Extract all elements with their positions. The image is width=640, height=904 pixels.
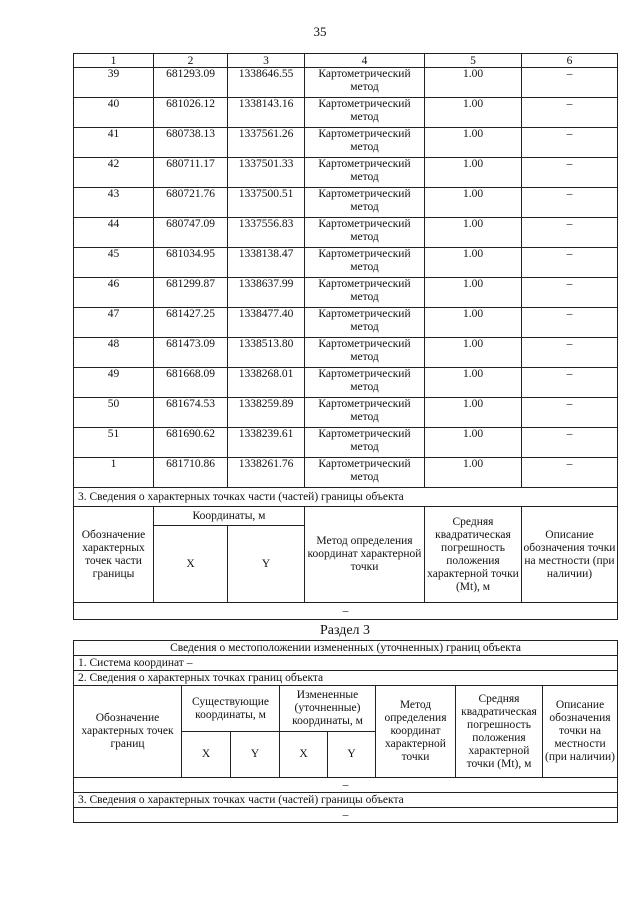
accuracy: 1.00 [425, 428, 522, 458]
coord-x: 680711.17 [154, 158, 228, 188]
method-line-1: Картометрический [318, 68, 411, 80]
method [305, 368, 425, 398]
coord-x: 681668.09 [154, 368, 228, 398]
method-line-1: Картометрический [318, 248, 411, 260]
s3-point-name-header: Обозначение характерных точек части границы [74, 507, 154, 603]
coord-x: 681034.95 [154, 248, 228, 278]
coord-x: 681674.53 [154, 398, 228, 428]
coord-y: 1337501.33 [228, 158, 305, 188]
changed-boundaries-table [73, 640, 618, 823]
accuracy: 1.00 [425, 98, 522, 128]
t2-method-header: Метод определения координат характерной точки [376, 686, 456, 778]
t2-section3-dash: – [74, 808, 618, 823]
point-number: 47 [74, 308, 154, 338]
method-line-2: метод [350, 321, 379, 333]
t2-existing-y: Y [231, 732, 280, 778]
method-line-2: метод [350, 351, 379, 363]
coord-x: 680721.76 [154, 188, 228, 218]
s3-y-header: Y [228, 526, 305, 603]
description: – [522, 248, 618, 278]
method-line-1: Картометрический [318, 188, 411, 200]
accuracy: 1.00 [425, 338, 522, 368]
table-row [74, 458, 618, 488]
coord-x: 680738.13 [154, 128, 228, 158]
description: – [522, 398, 618, 428]
column-number-row [74, 54, 618, 68]
table-row [74, 188, 618, 218]
point-number: 50 [74, 398, 154, 428]
col-5-number: 5 [425, 54, 522, 68]
method-line-2: метод [350, 261, 379, 273]
t2-changed-y: Y [328, 732, 376, 778]
method [305, 248, 425, 278]
table-row [74, 338, 618, 368]
method-line-2: метод [350, 471, 379, 483]
description: – [522, 278, 618, 308]
section3-block [74, 488, 618, 620]
coord-y: 1338143.16 [228, 98, 305, 128]
point-number: 49 [74, 368, 154, 398]
description: – [522, 428, 618, 458]
page-number: 35 [313, 24, 327, 39]
method-line-1: Картометрический [318, 398, 411, 410]
coord-x: 681299.87 [154, 278, 228, 308]
method [305, 218, 425, 248]
accuracy: 1.00 [425, 128, 522, 158]
t2-accuracy-header: Средняя квадратическая погрешность положения характерной точки (Mt), м [456, 686, 543, 778]
s3-description-header: Описание обозначения точки на местности (при наличии) [522, 507, 618, 603]
boundary-points-table [73, 53, 618, 620]
points-info-row: 2. Сведения о характерных точках границ объекта [74, 671, 618, 686]
description: – [522, 308, 618, 338]
t2-changed-x: X [280, 732, 328, 778]
coord-x: 681427.25 [154, 308, 228, 338]
method [305, 428, 425, 458]
table-row [74, 98, 618, 128]
table-row [74, 398, 618, 428]
description: – [522, 158, 618, 188]
description: – [522, 98, 618, 128]
method [305, 158, 425, 188]
method [305, 98, 425, 128]
table-row [74, 368, 618, 398]
table-row [74, 128, 618, 158]
t2-description-header: Описание обозначения точки на местности (при наличии) [543, 686, 618, 778]
method [305, 338, 425, 368]
table-row [74, 308, 618, 338]
method-line-1: Картометрический [318, 158, 411, 170]
method-line-2: метод [350, 111, 379, 123]
method-line-2: метод [350, 231, 379, 243]
method-line-2: метод [350, 291, 379, 303]
coord-y: 1338513.80 [228, 338, 305, 368]
method-line-1: Картометрический [318, 458, 411, 470]
coord-x: 680747.09 [154, 218, 228, 248]
accuracy: 1.00 [425, 218, 522, 248]
description: – [522, 218, 618, 248]
method-line-2: метод [350, 141, 379, 153]
point-number: 39 [74, 68, 154, 98]
coord-x: 681473.09 [154, 338, 228, 368]
description: – [522, 68, 618, 98]
method-line-1: Картометрический [318, 368, 411, 380]
method [305, 278, 425, 308]
point-number: 48 [74, 338, 154, 368]
coord-y: 1337500.51 [228, 188, 305, 218]
method [305, 68, 425, 98]
table-row [74, 278, 618, 308]
accuracy: 1.00 [425, 398, 522, 428]
description: – [522, 368, 618, 398]
description: – [522, 338, 618, 368]
coord-y: 1338261.76 [228, 458, 305, 488]
table-row [74, 428, 618, 458]
t2-section3-row: 3. Сведения о характерных точках части (частей) границы объекта [74, 793, 618, 808]
s3-coords-header: Координаты, м [154, 507, 305, 526]
s3-empty-dash: – [74, 603, 618, 620]
col-2-number: 2 [154, 54, 228, 68]
accuracy: 1.00 [425, 188, 522, 218]
method-line-2: метод [350, 81, 379, 93]
method-line-1: Картометрический [318, 218, 411, 230]
method-line-2: метод [350, 411, 379, 423]
coord-y: 1338138.47 [228, 248, 305, 278]
table2-title: Сведения о местоположении измененных (уточненных) границ объекта [74, 641, 618, 656]
method [305, 128, 425, 158]
accuracy: 1.00 [425, 68, 522, 98]
t2-empty-dash: – [74, 778, 618, 793]
t2-existing-x: X [182, 732, 231, 778]
coord-x: 681293.09 [154, 68, 228, 98]
point-number: 51 [74, 428, 154, 458]
method-line-2: метод [350, 381, 379, 393]
col-6-number: 6 [522, 54, 618, 68]
method-line-1: Картометрический [318, 338, 411, 350]
coord-y: 1337561.26 [228, 128, 305, 158]
description: – [522, 458, 618, 488]
coordinate-system-row: 1. Система координат – [74, 656, 618, 671]
description: – [522, 128, 618, 158]
description: – [522, 188, 618, 218]
coord-y: 1338259.89 [228, 398, 305, 428]
coord-y: 1337556.83 [228, 218, 305, 248]
t2-existing-coords-header: Существующие координаты, м [182, 686, 280, 732]
coord-y: 1338477.40 [228, 308, 305, 338]
col-3-number: 3 [228, 54, 305, 68]
point-number: 42 [74, 158, 154, 188]
coord-x: 681690.62 [154, 428, 228, 458]
accuracy: 1.00 [425, 308, 522, 338]
t2-point-name-header: Обозначение характерных точек границ [74, 686, 182, 778]
coord-y: 1338239.61 [228, 428, 305, 458]
point-number: 45 [74, 248, 154, 278]
method [305, 458, 425, 488]
method-line-2: метод [350, 201, 379, 213]
point-number: 44 [74, 218, 154, 248]
section3-title: 3. Сведения о характерных точках части (частей) границы объекта [74, 488, 618, 507]
accuracy: 1.00 [425, 458, 522, 488]
accuracy: 1.00 [425, 368, 522, 398]
s3-accuracy-header: Средняя квадратическая погрешность положения характерной точки (Mt), м [425, 507, 522, 603]
point-number: 1 [74, 458, 154, 488]
method [305, 308, 425, 338]
point-number: 46 [74, 278, 154, 308]
point-number: 40 [74, 98, 154, 128]
method [305, 398, 425, 428]
accuracy: 1.00 [425, 248, 522, 278]
point-number: 43 [74, 188, 154, 218]
method-line-2: метод [350, 441, 379, 453]
method [305, 188, 425, 218]
boundary-points-body [74, 54, 618, 488]
table-row [74, 68, 618, 98]
method-line-1: Картометрический [318, 308, 411, 320]
section-heading: Раздел 3 [319, 623, 371, 638]
s3-x-header: X [154, 526, 228, 603]
accuracy: 1.00 [425, 158, 522, 188]
method-line-1: Картометрический [318, 98, 411, 110]
coord-y: 1338646.55 [228, 68, 305, 98]
method-line-2: метод [350, 171, 379, 183]
coord-y: 1338268.01 [228, 368, 305, 398]
col-1-number: 1 [74, 54, 154, 68]
method-line-1: Картометрический [318, 428, 411, 440]
accuracy: 1.00 [425, 278, 522, 308]
coord-y: 1338637.99 [228, 278, 305, 308]
point-number: 41 [74, 128, 154, 158]
t2-changed-coords-header: Измененные (уточненные) координаты, м [280, 686, 376, 732]
method-line-1: Картометрический [318, 128, 411, 140]
method-line-1: Картометрический [318, 278, 411, 290]
coord-x: 681026.12 [154, 98, 228, 128]
coord-x: 681710.86 [154, 458, 228, 488]
s3-method-header: Метод определения координат характерной точки [305, 507, 425, 603]
table-row [74, 218, 618, 248]
table-row [74, 248, 618, 278]
col-4-number: 4 [305, 54, 425, 68]
table-row [74, 158, 618, 188]
